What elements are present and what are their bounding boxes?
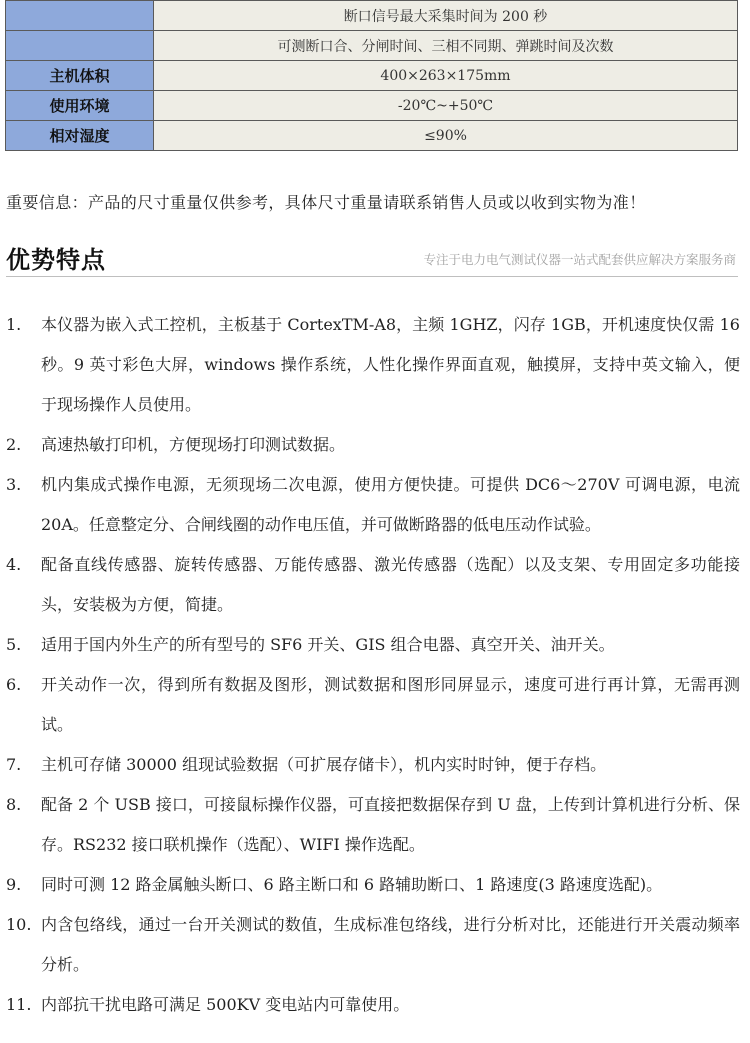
feature-number: 6.	[6, 675, 22, 694]
feature-item	[6, 625, 740, 665]
feature-text: 高速热敏打印机，方便现场打印测试数据。	[41, 435, 346, 454]
spec-row	[6, 61, 738, 91]
spec-label: 主机体积	[6, 61, 154, 91]
feature-item	[6, 545, 740, 625]
spec-table	[5, 0, 738, 151]
feature-text: 开关动作一次，得到所有数据及图形，测试数据和图形同屏显示，速度可进行再计算，无需再测试。	[41, 675, 740, 734]
feature-text: 内含包络线，通过一台开关测试的数值，生成标准包络线，进行分析对比，还能进行开关震动频率分析。	[41, 915, 740, 974]
spec-label	[6, 1, 154, 31]
spec-row	[6, 1, 738, 31]
feature-text: 配备直线传感器、旋转传感器、万能传感器、激光传感器（选配）以及支架、专用固定多功能接头，安装极为方便，简捷。	[41, 555, 740, 614]
spec-value: 断口信号最大采集时间为 200 秒	[154, 1, 738, 31]
feature-number: 8.	[6, 795, 22, 814]
feature-item	[6, 985, 740, 1025]
feature-item	[6, 905, 740, 985]
feature-text: 本仪器为嵌入式工控机，主板基于 CortexTM-A8，主频 1GHZ，闪存 1GB，开机速度快仅需 16 秒。9 英寸彩色大屏，windows 操作系统，人性化操作界面直观，触摸屏，支持中英文输入，便于现场操作人员使用。	[41, 315, 740, 414]
feature-number: 11.	[6, 995, 32, 1014]
spec-label: 相对湿度	[6, 121, 154, 151]
feature-text: 适用于国内外生产的所有型号的 SF6 开关、GIS 组合电器、真空开关、油开关。	[41, 635, 615, 654]
feature-number: 4.	[6, 555, 22, 574]
feature-item	[6, 665, 740, 745]
feature-item	[6, 305, 740, 425]
spec-row	[6, 121, 738, 151]
section-header	[6, 238, 738, 278]
spec-label	[6, 31, 154, 61]
feature-number: 1.	[6, 315, 22, 334]
feature-number: 7.	[6, 755, 22, 774]
spec-value: 可测断口合、分闸时间、三相不同期、弹跳时间及次数	[154, 31, 738, 61]
spec-label: 使用环境	[6, 91, 154, 121]
section-tagline: 专注于电力电气测试仪器一站式配套供应解决方案服务商	[423, 252, 736, 267]
important-notice: 重要信息：产品的尺寸重量仅供参考，具体尺寸重量请联系销售人员或以收到实物为准！	[6, 193, 646, 212]
feature-item	[6, 425, 740, 465]
feature-text: 机内集成式操作电源，无须现场二次电源，使用方便快捷。可提供 DC6～270V 可调电源，电流 20A。任意整定分、合闸线圈的动作电压值，并可做断路器的低电压动作试验。	[41, 475, 740, 534]
section-divider	[6, 276, 738, 277]
feature-item	[6, 785, 740, 865]
feature-number: 2.	[6, 435, 22, 454]
spec-row	[6, 31, 738, 61]
feature-text: 内部抗干扰电路可满足 500KV 变电站内可靠使用。	[41, 995, 410, 1014]
feature-number: 10.	[6, 915, 32, 934]
feature-number: 3.	[6, 475, 22, 494]
feature-text: 同时可测 12 路金属触头断口、6 路主断口和 6 路辅助断口、1 路速度(3 路速度选配)。	[41, 875, 663, 894]
feature-number: 9.	[6, 875, 22, 894]
spec-value: ≤90%	[154, 121, 738, 151]
feature-item	[6, 745, 740, 785]
spec-value: -20℃~+50℃	[154, 91, 738, 121]
spec-value: 400×263×175mm	[154, 61, 738, 91]
feature-number: 5.	[6, 635, 22, 654]
section-title: 优势特点	[6, 246, 106, 274]
feature-item	[6, 465, 740, 545]
feature-item	[6, 865, 740, 905]
feature-text: 配备 2 个 USB 接口，可接鼠标操作仪器，可直接把数据保存到 U 盘，上传到计算机进行分析、保存。RS232 接口联机操作（选配）、WIFI 操作选配。	[41, 795, 740, 854]
feature-list	[6, 305, 740, 1025]
spec-row	[6, 91, 738, 121]
feature-text: 主机可存储 30000 组现试验数据（可扩展存储卡），机内实时时钟，便于存档。	[41, 755, 607, 774]
